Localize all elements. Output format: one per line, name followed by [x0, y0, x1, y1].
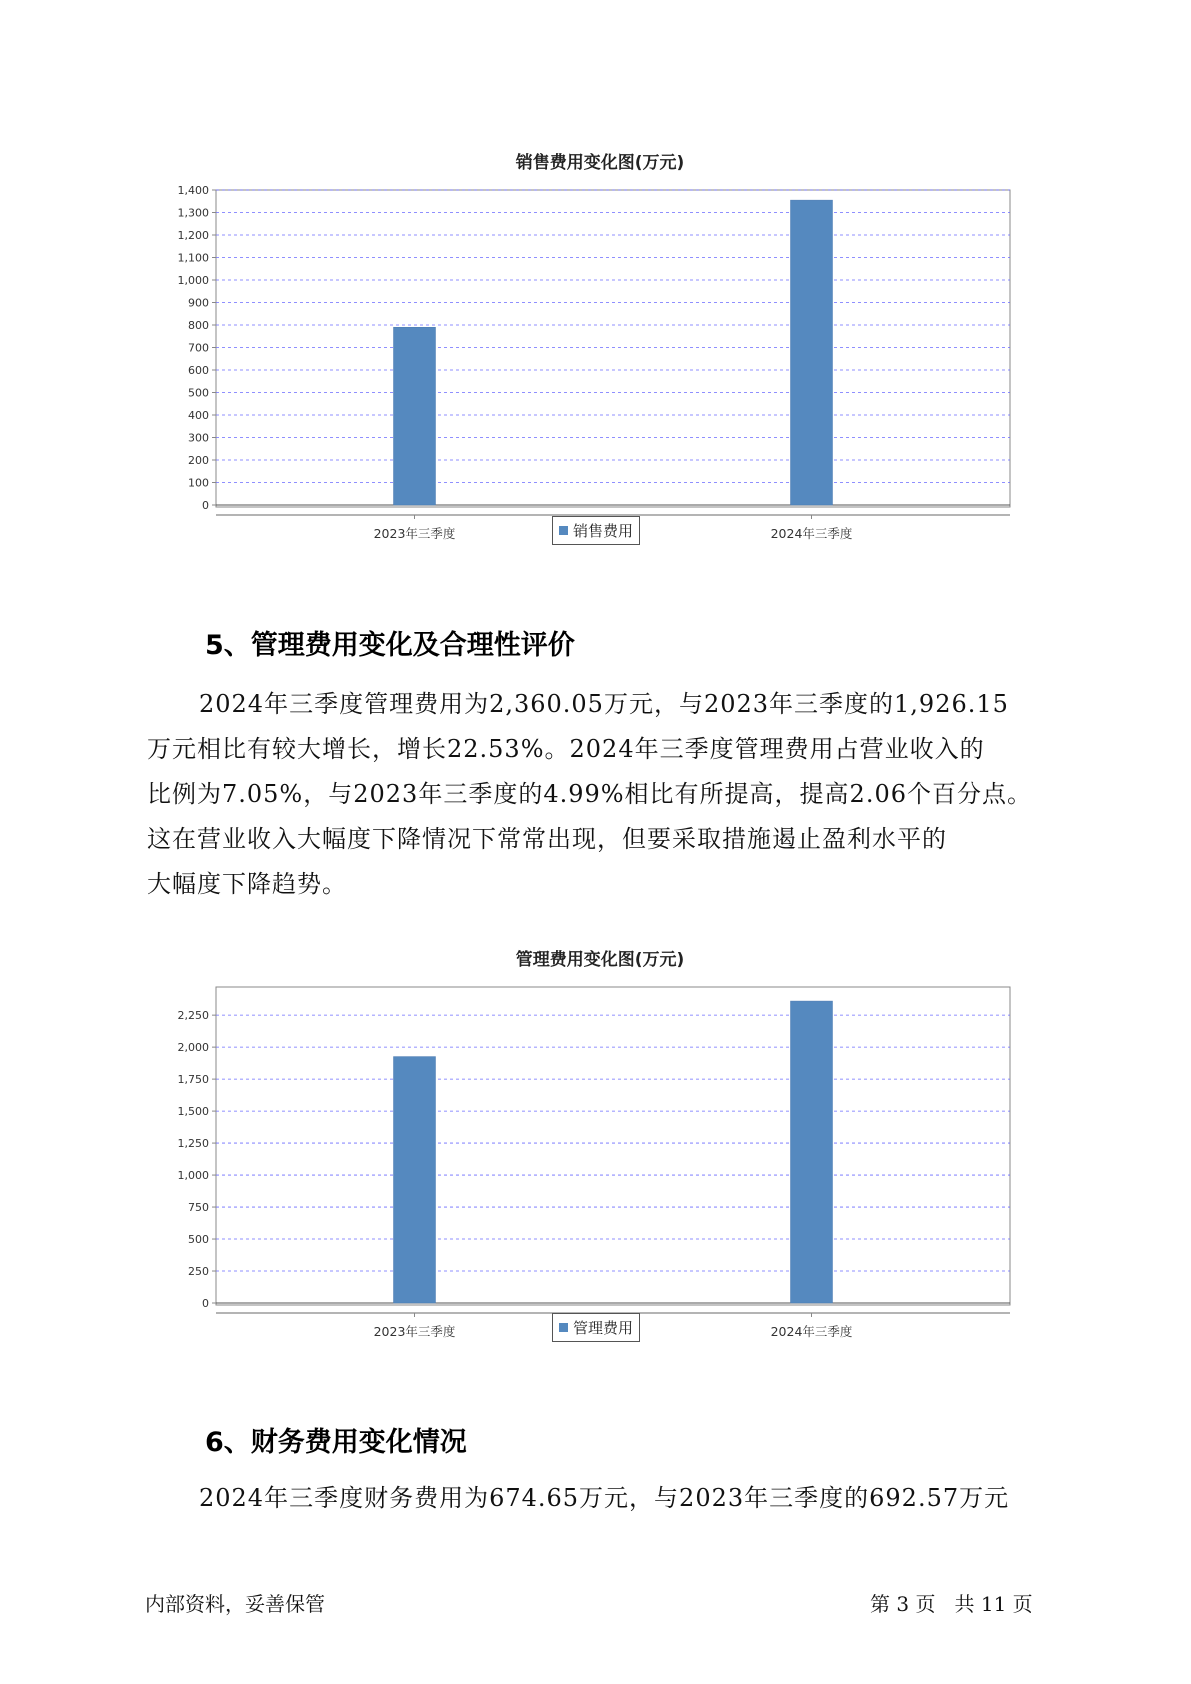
- paragraph-line: 2024年三季度管理费用为2,360.05万元，与2023年三季度的1,926.15: [199, 690, 1009, 718]
- legend-swatch: [559, 1323, 568, 1332]
- y-tick-label: 1,750: [177, 1073, 209, 1087]
- y-tick-label: 750: [188, 1201, 209, 1215]
- y-tick-label: 700: [188, 341, 209, 355]
- x-tick-label: 2024年三季度: [770, 526, 853, 541]
- paragraph-line: 这在营业收入大幅度下降情况下常常出现，但要采取措施遏止盈利水平的: [147, 825, 947, 853]
- y-tick-label: 900: [188, 296, 209, 310]
- bar: [791, 1001, 833, 1303]
- x-tick-label: 2023年三季度: [373, 1324, 456, 1339]
- paragraph-line: 大幅度下降趋势。: [147, 870, 347, 898]
- chart-title: 管理费用变化图(万元): [515, 950, 685, 970]
- y-tick-label: 300: [188, 431, 209, 445]
- y-tick-label: 200: [188, 454, 209, 467]
- footer-confidential-note: 内部资料，妥善保管: [145, 1592, 325, 1616]
- paragraph-line: 2024年三季度财务费用为674.65万元，与2023年三季度的692.57万元: [199, 1484, 1010, 1512]
- legend-label: 管理费用: [573, 1319, 634, 1337]
- y-tick-label: 600: [188, 364, 209, 377]
- y-tick-label: 0: [202, 1297, 209, 1310]
- paragraph-line: 比例为7.05%，与2023年三季度的4.99%相比有所提高，提高2.06个百分点。: [147, 780, 1032, 808]
- plot-frame: [216, 190, 1010, 507]
- chart-plot: [150, 935, 1050, 1339]
- y-tick-label: 1,200: [177, 229, 209, 242]
- y-tick-label: 1,250: [177, 1137, 209, 1151]
- plot-frame: [216, 987, 1010, 1305]
- section-heading-6: 6、财务费用变化情况: [205, 1427, 467, 1458]
- y-tick-label: 400: [188, 409, 209, 422]
- section-5-paragraph: [147, 682, 1057, 907]
- y-tick-label: 100: [188, 476, 209, 490]
- chart-legend: [552, 1313, 640, 1342]
- bar: [791, 200, 833, 505]
- x-tick-label: 2023年三季度: [373, 526, 456, 541]
- y-tick-label: 1,100: [177, 251, 209, 265]
- y-tick-label: 1,500: [177, 1105, 209, 1119]
- y-tick-label: 800: [188, 319, 209, 332]
- section-6-paragraph: [147, 1476, 1057, 1521]
- y-tick-label: 250: [188, 1265, 209, 1279]
- y-tick-label: 0: [202, 499, 209, 512]
- chart-plot: [150, 140, 1050, 540]
- y-tick-label: 1,400: [177, 184, 209, 197]
- footer-page-number: 第 3 页 共 11 页: [870, 1592, 1033, 1616]
- bar: [394, 1057, 436, 1303]
- y-tick-label: 1,000: [177, 274, 209, 287]
- chart-title: 销售费用变化图(万元): [515, 153, 685, 173]
- y-tick-label: 500: [188, 1233, 209, 1247]
- y-tick-label: 1,300: [177, 206, 209, 220]
- section-heading-5: 5、管理费用变化及合理性评价: [205, 630, 575, 661]
- y-tick-label: 2,250: [177, 1009, 209, 1023]
- paragraph-line: 万元相比有较大增长，增长22.53%。2024年三季度管理费用占营业收入的: [147, 735, 985, 763]
- x-tick-label: 2024年三季度: [770, 1324, 853, 1339]
- y-tick-label: 500: [188, 386, 209, 400]
- legend-label: 销售费用: [573, 522, 634, 540]
- y-tick-label: 1,000: [177, 1169, 209, 1183]
- chart-legend: [552, 516, 640, 545]
- y-tick-label: 2,000: [177, 1041, 209, 1055]
- bar: [394, 327, 436, 505]
- legend-swatch: [559, 526, 568, 535]
